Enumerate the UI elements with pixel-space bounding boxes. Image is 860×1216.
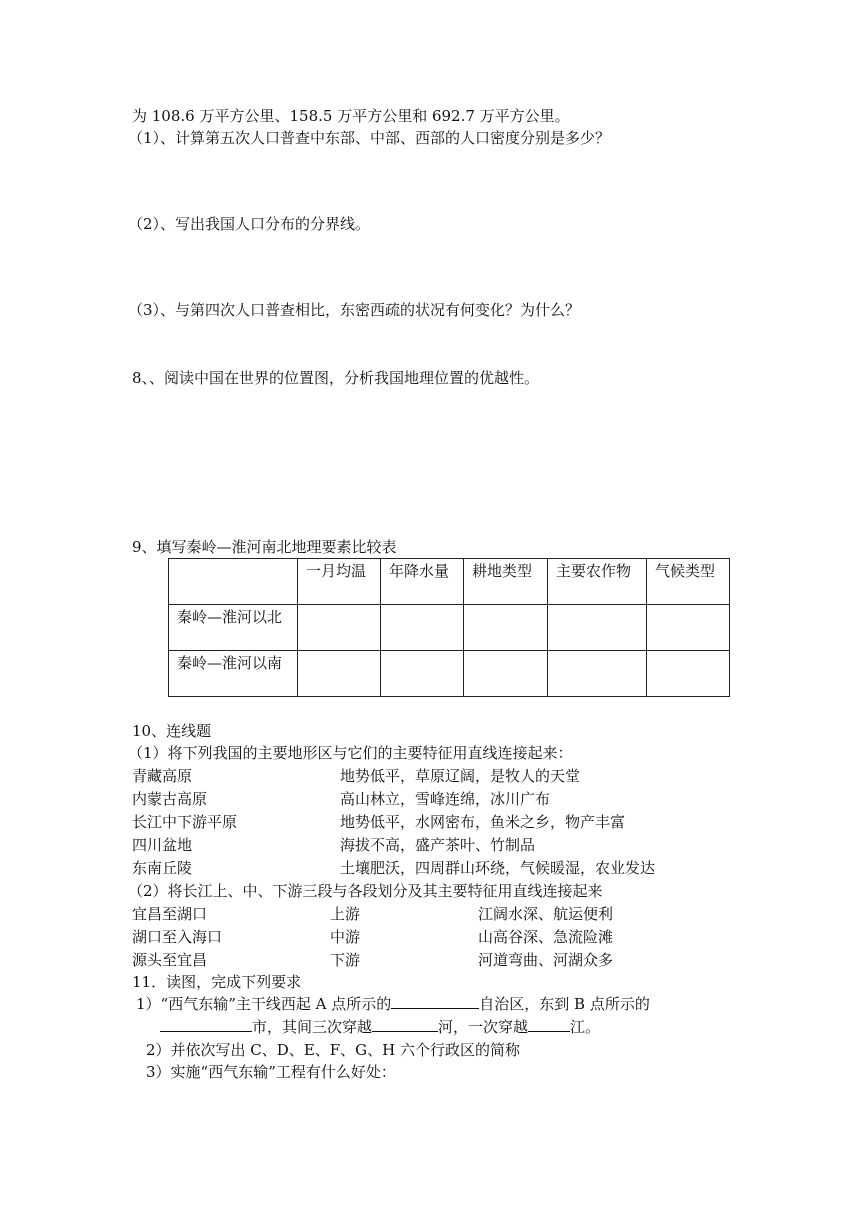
- river-feature-item[interactable]: 河道弯曲、河湖众多: [478, 951, 614, 969]
- landform-feature[interactable]: 海拔不高，盛产茶叶、竹制品: [340, 836, 536, 854]
- table-cell[interactable]: [647, 651, 730, 697]
- table-cell[interactable]: [464, 605, 548, 651]
- table-header-cell: 耕地类型: [464, 559, 548, 605]
- river-section-item[interactable]: 宜昌至湖口: [132, 905, 208, 923]
- table-header-cell: 气候类型: [647, 559, 730, 605]
- q10-part1-instruction: （1）将下列我国的主要地形区与它们的主要特征用直线连接起来：: [128, 744, 573, 762]
- table-header-cell: 主要农作物: [548, 559, 647, 605]
- river-division-item[interactable]: 上游: [330, 905, 361, 923]
- river-section-item[interactable]: 源头至宜昌: [132, 951, 208, 969]
- q8-text: 8、、阅读中国在世界的位置图，分析我国地理位置的优越性。: [132, 369, 540, 387]
- table-row-label: 秦岭—淮河以北: [169, 605, 298, 651]
- river-section-item[interactable]: 湖口至入海口: [132, 928, 223, 946]
- table-cell[interactable]: [548, 651, 647, 697]
- q11-line1: [136, 994, 650, 1014]
- answer-blank[interactable]: [372, 1017, 438, 1032]
- table-cell[interactable]: [298, 651, 381, 697]
- table-cell[interactable]: [381, 651, 464, 697]
- q10-title: 10、连线题: [132, 722, 212, 740]
- river-feature-item[interactable]: 山高谷深、急流险滩: [478, 928, 614, 946]
- table-row-label: 秦岭—淮河以南: [169, 651, 298, 697]
- river-feature-item[interactable]: 江阔水深、航运便利: [478, 905, 614, 923]
- q11-line2-text-a: 市，其间三次穿越: [252, 1018, 373, 1036]
- q7-sub2: （2）、写出我国人口分布的分界线。: [128, 215, 371, 233]
- table-row: [169, 605, 730, 651]
- q11-sub3: 3）实施“西气东输”工程有什么好处：: [146, 1063, 396, 1081]
- answer-blank[interactable]: [160, 1017, 252, 1032]
- table-header-cell: 一月均温: [298, 559, 381, 605]
- river-division-item[interactable]: 下游: [330, 951, 361, 969]
- table-cell[interactable]: [647, 605, 730, 651]
- q11-line2: [160, 1017, 600, 1037]
- landform-feature[interactable]: 地势低平，草原辽阔，是牧人的天堂: [340, 767, 581, 785]
- answer-blank[interactable]: [528, 1017, 570, 1032]
- table-header-cell: [169, 559, 298, 605]
- landform-item[interactable]: 四川盆地: [132, 836, 193, 854]
- table-cell[interactable]: [548, 605, 647, 651]
- table-cell[interactable]: [298, 605, 381, 651]
- table-row: [169, 651, 730, 697]
- landform-feature[interactable]: 高山林立，雪峰连绵，冰川广布: [340, 790, 551, 808]
- river-division-item[interactable]: 中游: [330, 928, 361, 946]
- landform-item[interactable]: 内蒙古高原: [132, 790, 208, 808]
- table-cell[interactable]: [381, 605, 464, 651]
- q11-line1-text-a: 1）“西气东输”主干线西起 A 点所示的: [136, 995, 392, 1013]
- comparison-table: [168, 558, 730, 697]
- q10-part2-instruction: （2）将长江上、中、下游三段与各段划分及其主要特征用直线连接起来: [128, 882, 603, 900]
- landform-feature[interactable]: 土壤肥沃，四周群山环绕，气候暖湿，农业发达: [340, 859, 656, 877]
- q11-line1-text-b: 自治区，东到 B 点所示的: [479, 995, 650, 1013]
- table-header-cell: 年降水量: [381, 559, 464, 605]
- landform-feature[interactable]: 地势低平，水网密布，鱼米之乡，物产丰富: [340, 813, 626, 831]
- answer-blank[interactable]: [391, 994, 479, 1009]
- table-header-row: [169, 559, 730, 605]
- q7-sub3: （3）、与第四次人口普查相比，东密西疏的状况有何变化？为什么？: [128, 301, 581, 319]
- q11-sub2: 2）并依次写出 C、D、E、F、G、H 六个行政区的简称: [146, 1041, 521, 1059]
- landform-item[interactable]: 长江中下游平原: [132, 813, 238, 831]
- q11-line2-text-c: 江。: [570, 1018, 601, 1036]
- q11-title: 11．读图，完成下列要求: [132, 973, 302, 991]
- q9-title: 9、填写秦岭—淮河南北地理要素比较表: [132, 538, 397, 556]
- q11-line2-text-b: 河，一次穿越: [438, 1018, 529, 1036]
- q7-intro-line: 为 108.6 万平方公里、158.5 万平方公里和 692.7 万平方公里。: [132, 107, 570, 125]
- landform-item[interactable]: 青藏高原: [132, 767, 193, 785]
- landform-item[interactable]: 东南丘陵: [132, 859, 193, 877]
- table-cell[interactable]: [464, 651, 548, 697]
- q7-sub1: （1）、计算第五次人口普查中东部、中部、西部的人口密度分别是多少？: [128, 129, 611, 147]
